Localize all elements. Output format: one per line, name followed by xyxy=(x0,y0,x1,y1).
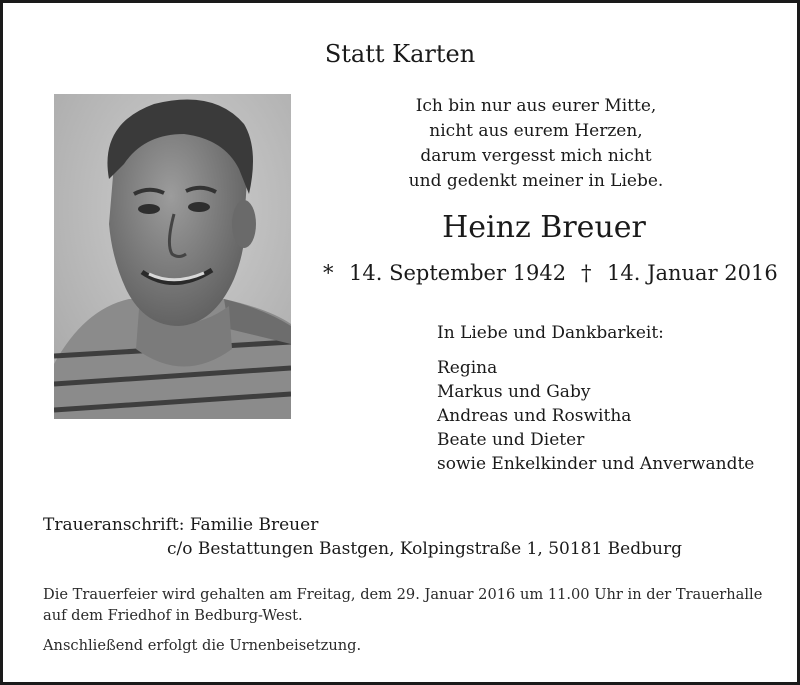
birth-date xyxy=(323,261,566,285)
heading: Statt Karten xyxy=(324,40,476,68)
poem xyxy=(383,94,689,194)
star-icon: * xyxy=(323,261,334,285)
birth-date-text: 14. September 1942 xyxy=(349,261,567,285)
portrait-photo xyxy=(54,94,291,419)
poem-line: nicht aus eurem Herzen, xyxy=(429,121,643,141)
mourner: sowie Enkelkinder und Anverwandte xyxy=(437,454,755,474)
deceased-name: Heinz Breuer xyxy=(442,210,646,245)
death-date-text: 14. Januar 2016 xyxy=(607,261,778,285)
poem-line: darum vergesst mich nicht xyxy=(420,146,652,166)
mourners-title: In Liebe und Dankbarkeit: xyxy=(437,323,664,343)
service-info: Die Trauerfeier wird gehalten am Freitag, dem 29. Januar 2016 um 11.00 Uhr in der Trauerhalle auf dem Friedhof in Bedburg-West. xyxy=(43,586,763,624)
mourner: Andreas und Roswitha xyxy=(437,406,632,426)
mourner: Regina xyxy=(437,358,498,378)
cross-icon: † xyxy=(581,261,592,285)
mourners-list xyxy=(437,356,754,476)
mourner: Markus und Gaby xyxy=(437,382,591,402)
mourner: Beate und Dieter xyxy=(437,430,585,450)
mourning-address-line1: Traueranschrift: Familie Breuer xyxy=(43,515,319,535)
death-date xyxy=(581,261,778,285)
poem-line: und gedenkt meiner in Liebe. xyxy=(408,171,664,191)
mourning-address-line2: c/o Bestattungen Bastgen, Kolpingstraße 1, 50181 Bedburg xyxy=(167,539,682,559)
burial-info: Anschließend erfolgt die Urnenbeisetzung. xyxy=(43,637,362,654)
poem-line: Ich bin nur aus eurer Mitte, xyxy=(415,96,657,116)
